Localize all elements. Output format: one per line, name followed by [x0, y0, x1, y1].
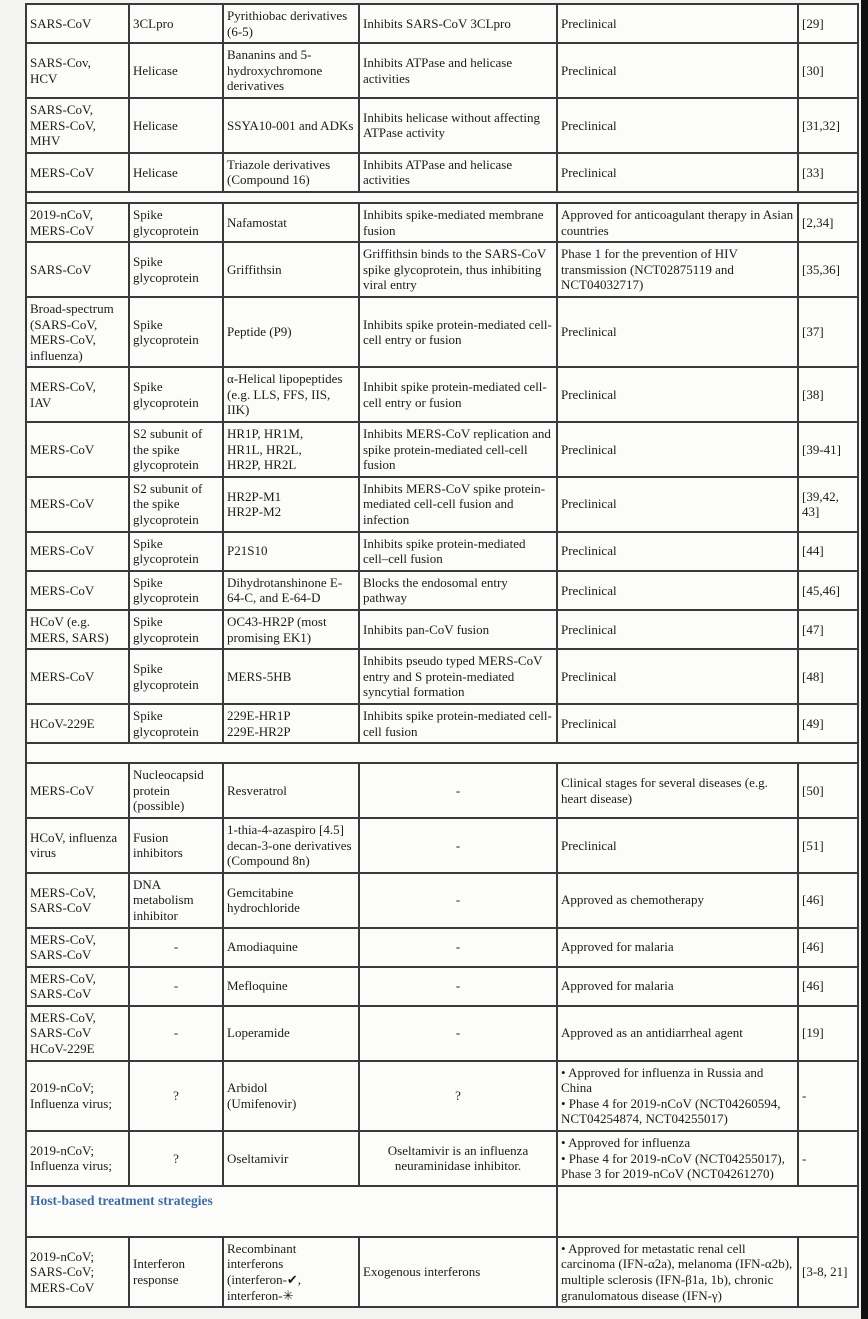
table-cell: Inhibits pan-CoV fusion — [359, 610, 557, 649]
table-cell: Inhibits spike protein-mediated cell-cell entry or fusion — [359, 297, 557, 367]
table-row — [26, 873, 858, 928]
table-cell: Preclinical — [557, 98, 798, 153]
table-cell: 1-thia-4-azaspiro [4.5] decan-3-one derivatives (Compound 8n) — [223, 818, 359, 873]
table-cell: - — [359, 967, 557, 1006]
table-cell: - — [798, 1061, 858, 1131]
table-row — [26, 203, 858, 242]
table-cell: [46] — [798, 928, 858, 967]
table-row — [26, 1006, 858, 1061]
table-row — [26, 43, 858, 98]
table-cell: Preclinical — [557, 704, 798, 743]
table-cell: MERS-CoV, SARS-CoV — [26, 928, 129, 967]
table-cell: [45,46] — [798, 571, 858, 610]
table-cell: Pyrithiobac derivatives (6-5) — [223, 4, 359, 43]
table-cell: Mefloquine — [223, 967, 359, 1006]
table-cell: Spike glycoprotein — [129, 367, 223, 422]
table-cell: Spike glycoprotein — [129, 649, 223, 704]
table-cell: - — [359, 1006, 557, 1061]
table-cell: α-Helical lipopeptides (e.g. LLS, FFS, IIS, IIK) — [223, 367, 359, 422]
table-cell: Approved as an antidiarrheal agent — [557, 1006, 798, 1061]
table-cell: - — [359, 928, 557, 967]
table-cell: Inhibits MERS-CoV replication and spike protein-mediated cell-cell fusion — [359, 422, 557, 477]
table-cell: Griffithsin — [223, 242, 359, 297]
table-cell: Triazole derivatives (Compound 16) — [223, 153, 359, 192]
table-cell: MERS-CoV — [26, 532, 129, 571]
table-cell: Nucleocapsid protein (possible) — [129, 763, 223, 818]
table-cell: [29] — [798, 4, 858, 43]
table-cell: ? — [129, 1131, 223, 1186]
table-cell: - — [359, 763, 557, 818]
table-cell: Peptide (P9) — [223, 297, 359, 367]
table-cell: Spike glycoprotein — [129, 297, 223, 367]
table-cell: MERS-CoV — [26, 571, 129, 610]
table-cell: HCoV (e.g. MERS, SARS) — [26, 610, 129, 649]
table-cell: S2 subunit of the spike glycoprotein — [129, 477, 223, 532]
table-cell: Helicase — [129, 98, 223, 153]
table-cell: HCoV-229E — [26, 704, 129, 743]
section-header-spacer — [557, 1186, 858, 1237]
table-cell: Oseltamivir is an influenza neuraminidase inhibitor. — [359, 1131, 557, 1186]
table-cell: Preclinical — [557, 649, 798, 704]
table-cell: Approved as chemotherapy — [557, 873, 798, 928]
table-cell: Inhibits pseudo typed MERS-CoV entry and S protein-mediated syncytial formation — [359, 649, 557, 704]
table-cell: Amodiaquine — [223, 928, 359, 967]
table-cell: - — [129, 1006, 223, 1061]
table-cell: MERS-CoV — [26, 763, 129, 818]
table-cell: Gemcitabine hydrochloride — [223, 873, 359, 928]
table-cell: HR2P-M1 HR2P-M2 — [223, 477, 359, 532]
table-cell: 2019-nCoV, MERS-CoV — [26, 203, 129, 242]
table-cell: - — [129, 928, 223, 967]
table-cell: - — [798, 1131, 858, 1186]
table-cell: Inhibits spike-mediated membrane fusion — [359, 203, 557, 242]
table-row — [26, 4, 858, 43]
table-cell: [47] — [798, 610, 858, 649]
table-cell: [3-8, 21] — [798, 1237, 858, 1307]
table-cell: SARS-Cov, HCV — [26, 43, 129, 98]
section-header-label: Host-based treatment strategies — [30, 1192, 213, 1208]
table-cell: [38] — [798, 367, 858, 422]
table-cell: MERS-CoV, SARS-CoV — [26, 873, 129, 928]
table-cell: S2 subunit of the spike glycoprotein — [129, 422, 223, 477]
table-row — [26, 763, 858, 818]
table-row — [26, 1186, 858, 1237]
table-cell: Preclinical — [557, 297, 798, 367]
table-cell: 2019-nCoV; Influenza virus; — [26, 1061, 129, 1131]
table-cell: MERS-CoV — [26, 477, 129, 532]
table-cell: MERS-CoV, SARS-CoV — [26, 967, 129, 1006]
table-cell: • Approved for metastatic renal cell carcinoma (IFN-α2a), melanoma (IFN-α2b), multiple sclerosis (IFN-β1a, 1b), chronic granulomatous disease (IFN-γ) — [557, 1237, 798, 1307]
table-cell: MERS-CoV, SARS-CoV HCoV-229E — [26, 1006, 129, 1061]
table-cell: ? — [359, 1061, 557, 1131]
table-cell: Bananins and 5-hydroxychromone derivatives — [223, 43, 359, 98]
table-cell: P21S10 — [223, 532, 359, 571]
table-row — [26, 422, 858, 477]
table-cell: Helicase — [129, 43, 223, 98]
table-cell: Preclinical — [557, 532, 798, 571]
table-cell: Exogenous interferons — [359, 1237, 557, 1307]
table-cell: Spike glycoprotein — [129, 571, 223, 610]
table-cell: • Approved for influenza • Phase 4 for 2019-nCoV (NCT04255017), Phase 3 for 2019-nCoV (NCT04261270) — [557, 1131, 798, 1186]
table-cell: Broad-spectrum (SARS-CoV, MERS-CoV, influenza) — [26, 297, 129, 367]
table-cell: - — [129, 967, 223, 1006]
table-cell: Griffithsin binds to the SARS-CoV spike glycoprotein, thus inhibiting viral entry — [359, 242, 557, 297]
table-cell: Loperamide — [223, 1006, 359, 1061]
table-cell: [19] — [798, 1006, 858, 1061]
treatments-table — [25, 3, 859, 1308]
table-row — [26, 477, 858, 532]
table-row — [26, 610, 858, 649]
table-row — [26, 928, 858, 967]
table-cell: Oseltamivir — [223, 1131, 359, 1186]
table-row — [26, 967, 858, 1006]
separator-cell — [26, 743, 858, 763]
table-cell: Preclinical — [557, 4, 798, 43]
table-cell: Clinical stages for several diseases (e.g. heart disease) — [557, 763, 798, 818]
table-cell: HCoV, influenza virus — [26, 818, 129, 873]
table-cell: HR1P, HR1M, HR1L, HR2L, HR2P, HR2L — [223, 422, 359, 477]
table-cell: Interferon response — [129, 1237, 223, 1307]
table-cell: ? — [129, 1061, 223, 1131]
table-cell: [37] — [798, 297, 858, 367]
table-cell: Arbidol (Umifenovir) — [223, 1061, 359, 1131]
table-cell: SARS-CoV — [26, 4, 129, 43]
table-row — [26, 192, 858, 203]
table-cell: [39,42, 43] — [798, 477, 858, 532]
table-cell: Resveratrol — [223, 763, 359, 818]
table-cell: Helicase — [129, 153, 223, 192]
table-cell: Inhibits spike protein-mediated cell–cell fusion — [359, 532, 557, 571]
table-cell: • Approved for influenza in Russia and China • Phase 4 for 2019-nCoV (NCT04260594, NCT04254874, NCT04255017) — [557, 1061, 798, 1131]
table-cell: Phase 1 for the prevention of HIV transmission (NCT02875119 and NCT04032717) — [557, 242, 798, 297]
table-cell: MERS-CoV — [26, 649, 129, 704]
table-row — [26, 649, 858, 704]
table-cell: SARS-CoV, MERS-CoV, MHV — [26, 98, 129, 153]
table-cell: Preclinical — [557, 153, 798, 192]
table-cell: OC43-HR2P (most promising EK1) — [223, 610, 359, 649]
table-row — [26, 1237, 858, 1307]
section-header-cell — [26, 1186, 557, 1237]
table-cell: Spike glycoprotein — [129, 203, 223, 242]
table-cell: - — [359, 818, 557, 873]
table-cell: [30] — [798, 43, 858, 98]
table-cell: Preclinical — [557, 610, 798, 649]
table-cell: Dihydrotanshinone E-64-C, and E-64-D — [223, 571, 359, 610]
table-cell: Recombinant interferons (interferon-✔, interferon-✳ — [223, 1237, 359, 1307]
table-row — [26, 532, 858, 571]
table-cell: SSYA10-001 and ADKs — [223, 98, 359, 153]
table-cell: Spike glycoprotein — [129, 704, 223, 743]
table-cell: 2019-nCoV; Influenza virus; — [26, 1131, 129, 1186]
table-row — [26, 98, 858, 153]
table-cell: Approved for malaria — [557, 928, 798, 967]
table-row — [26, 297, 858, 367]
table-cell: Blocks the endosomal entry pathway — [359, 571, 557, 610]
table-cell: [39-41] — [798, 422, 858, 477]
table-cell: Nafamostat — [223, 203, 359, 242]
table-cell: Preclinical — [557, 367, 798, 422]
table-cell: 229E-HR1P 229E-HR2P — [223, 704, 359, 743]
table-row — [26, 743, 858, 763]
table-cell: Preclinical — [557, 477, 798, 532]
table-cell: Preclinical — [557, 818, 798, 873]
table-cell: DNA metabolism inhibitor — [129, 873, 223, 928]
table-cell: [46] — [798, 967, 858, 1006]
table-cell: Inhibits spike protein-mediated cell-cell fusion — [359, 704, 557, 743]
table-cell: Preclinical — [557, 43, 798, 98]
table-cell: Fusion inhibitors — [129, 818, 223, 873]
table-cell: [46] — [798, 873, 858, 928]
table-row — [26, 571, 858, 610]
table-cell: [49] — [798, 704, 858, 743]
table-cell: Inhibits helicase without affecting ATPase activity — [359, 98, 557, 153]
table-row — [26, 367, 858, 422]
table-cell: Spike glycoprotein — [129, 532, 223, 571]
table-cell: Preclinical — [557, 422, 798, 477]
table-cell: Approved for malaria — [557, 967, 798, 1006]
table-cell: 3CLpro — [129, 4, 223, 43]
table-cell: Preclinical — [557, 571, 798, 610]
table-cell: - — [359, 873, 557, 928]
table-body — [26, 4, 858, 1307]
table-row — [26, 153, 858, 192]
scan-edge-artifact — [861, 0, 868, 1319]
table-cell: Spike glycoprotein — [129, 242, 223, 297]
table-row — [26, 818, 858, 873]
table-row — [26, 704, 858, 743]
table-cell: Inhibits MERS-CoV spike protein-mediated cell-cell fusion and infection — [359, 477, 557, 532]
table-cell: 2019-nCoV; SARS-CoV; MERS-CoV — [26, 1237, 129, 1307]
table-cell: [50] — [798, 763, 858, 818]
table-cell: [35,36] — [798, 242, 858, 297]
table-cell: MERS-CoV — [26, 153, 129, 192]
table-row — [26, 242, 858, 297]
table-cell: [44] — [798, 532, 858, 571]
table-cell: [51] — [798, 818, 858, 873]
table-cell: Inhibits SARS-CoV 3CLpro — [359, 4, 557, 43]
table-cell: Approved for anticoagulant therapy in Asian countries — [557, 203, 798, 242]
table-cell: Inhibit spike protein-mediated cell-cell entry or fusion — [359, 367, 557, 422]
separator-cell — [26, 192, 858, 203]
table-row — [26, 1061, 858, 1131]
table-cell: MERS-5HB — [223, 649, 359, 704]
table-cell: Inhibits ATPase and helicase activities — [359, 153, 557, 192]
table-cell: Inhibits ATPase and helicase activities — [359, 43, 557, 98]
table-cell: [33] — [798, 153, 858, 192]
table-cell: [48] — [798, 649, 858, 704]
table-row — [26, 1131, 858, 1186]
table-cell: SARS-CoV — [26, 242, 129, 297]
table-cell: [2,34] — [798, 203, 858, 242]
table-cell: Spike glycoprotein — [129, 610, 223, 649]
table-cell: MERS-CoV — [26, 422, 129, 477]
table-cell: [31,32] — [798, 98, 858, 153]
table-cell: MERS-CoV, IAV — [26, 367, 129, 422]
